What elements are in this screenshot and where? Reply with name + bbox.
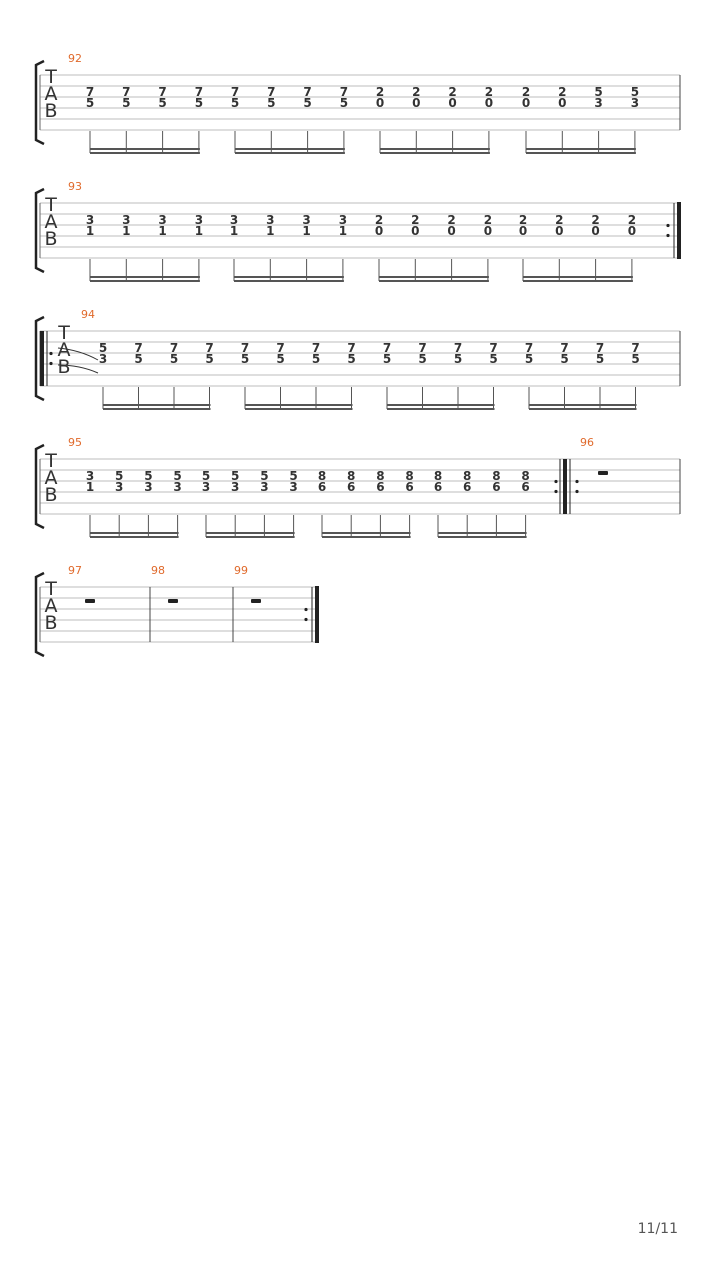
fret-number: 6: [405, 480, 414, 494]
fret-number: 7: [311, 341, 321, 355]
fret-number: 7: [158, 85, 167, 99]
fret-number: 3: [173, 480, 182, 494]
fret-number: 8: [463, 469, 472, 483]
tab-clef-letter: A: [44, 595, 58, 617]
fret-number: 3: [630, 96, 640, 110]
fret-number: 3: [289, 480, 298, 494]
fret-number: 1: [85, 480, 95, 494]
fret-number: 0: [627, 224, 637, 238]
fret-number: 3: [158, 213, 167, 227]
tab-system: [36, 308, 680, 410]
fret-number: 0: [411, 224, 420, 238]
fret-number: 5: [311, 352, 321, 366]
fret-number: 3: [260, 480, 269, 494]
repeat-dot: [554, 480, 557, 483]
fret-number: 0: [558, 96, 567, 110]
fret-number: 7: [595, 341, 605, 355]
fret-number: 7: [230, 85, 240, 99]
beam: [380, 148, 490, 150]
beam: [387, 404, 495, 406]
tab-system: [36, 52, 680, 154]
beam: [322, 536, 411, 538]
beam: [234, 280, 344, 282]
tab-staff: [40, 459, 680, 514]
measure-number: 99: [234, 564, 248, 577]
fret-number: 6: [521, 480, 530, 494]
repeat-dot: [554, 490, 557, 493]
fret-number: 5: [595, 352, 605, 366]
fret-number: 7: [418, 341, 427, 355]
fret-number: 3: [594, 96, 603, 110]
fret-number: 1: [229, 224, 239, 238]
fret-number: 5: [489, 352, 498, 366]
fret-number: 3: [122, 213, 131, 227]
tab-system: [36, 436, 680, 538]
fret-number: 7: [560, 341, 569, 355]
fret-number: 7: [347, 341, 356, 355]
fret-number: 5: [169, 352, 179, 366]
beam: [245, 404, 353, 406]
page-indicator: 11/11: [637, 1221, 678, 1237]
beam: [387, 408, 495, 410]
repeat-end-thick: [315, 586, 319, 643]
fret-number: 5: [240, 352, 250, 366]
fret-number: 2: [521, 85, 531, 99]
fret-number: 1: [194, 224, 204, 238]
fret-number: 0: [483, 224, 493, 238]
fret-number: 7: [631, 341, 640, 355]
fret-number: 6: [433, 480, 443, 494]
beam: [90, 152, 200, 154]
fret-number: 7: [194, 85, 204, 99]
tab-system: [36, 180, 681, 282]
fret-number: 6: [376, 480, 385, 494]
tab-clef-letter: B: [44, 612, 58, 634]
fret-number: 6: [463, 480, 472, 494]
fret-number: 7: [382, 341, 392, 355]
tab-clef-letter: A: [44, 83, 58, 105]
fret-number: 7: [267, 85, 276, 99]
fret-number: 7: [85, 85, 95, 99]
fret-number: 0: [412, 96, 421, 110]
fret-number: 7: [303, 85, 312, 99]
fret-number: 5: [85, 96, 95, 110]
measure-number: 97: [68, 564, 82, 577]
fret-number: 2: [518, 213, 528, 227]
fret-number: 5: [347, 352, 356, 366]
fret-number: 0: [591, 224, 600, 238]
fret-number: 3: [302, 213, 311, 227]
measure-number: 96: [580, 436, 594, 449]
tab-staff: [40, 75, 680, 130]
repeat-dot: [575, 480, 578, 483]
measure-number: 94: [81, 308, 95, 321]
measure-number: 95: [68, 436, 82, 449]
fret-number: 2: [412, 85, 421, 99]
fret-number: 2: [375, 85, 385, 99]
fret-number: 8: [521, 469, 530, 483]
beam: [234, 276, 344, 278]
repeat-dot: [304, 618, 307, 621]
fret-number: 8: [405, 469, 414, 483]
fret-number: 8: [433, 469, 443, 483]
fret-number: 1: [158, 224, 167, 238]
fret-number: 6: [492, 480, 501, 494]
fret-number: 3: [229, 213, 239, 227]
fret-number: 8: [376, 469, 385, 483]
fret-number: 0: [555, 224, 564, 238]
fret-number: 0: [374, 224, 384, 238]
repeat-dot: [49, 362, 52, 365]
fret-number: 5: [339, 96, 349, 110]
beam: [529, 408, 637, 410]
tab-clef-letter: A: [44, 467, 58, 489]
fret-number: 2: [558, 85, 567, 99]
tab-clef-letter: T: [45, 194, 57, 216]
beam: [379, 276, 489, 278]
fret-number: 3: [115, 480, 124, 494]
fret-number: 5: [173, 469, 182, 483]
fret-number: 5: [260, 469, 269, 483]
fret-number: 5: [630, 85, 640, 99]
repeat-dot: [666, 234, 669, 237]
repeat-dot: [49, 352, 52, 355]
fret-number: 5: [560, 352, 569, 366]
beam: [206, 532, 295, 534]
fret-number: 7: [489, 341, 498, 355]
fret-number: 5: [231, 469, 240, 483]
fret-number: 5: [303, 96, 312, 110]
fret-number: 1: [122, 224, 131, 238]
whole-rest: [168, 599, 178, 603]
whole-rest: [251, 599, 261, 603]
beam: [235, 148, 345, 150]
fret-number: 5: [382, 352, 392, 366]
fret-number: 5: [144, 469, 153, 483]
tab-clef-letter: B: [57, 356, 71, 378]
fret-number: 7: [276, 341, 285, 355]
beam: [90, 276, 200, 278]
fret-number: 2: [591, 213, 600, 227]
repeat-end-thick: [677, 202, 681, 259]
beam: [90, 280, 200, 282]
fret-number: 2: [483, 213, 493, 227]
measure-number: 98: [151, 564, 165, 577]
fret-number: 0: [447, 224, 456, 238]
fret-number: 5: [594, 85, 603, 99]
tab-staff: [40, 587, 318, 642]
beam: [103, 408, 211, 410]
fret-number: 3: [266, 213, 275, 227]
fret-number: 2: [411, 213, 420, 227]
beam: [438, 536, 527, 538]
fret-number: 7: [524, 341, 534, 355]
fret-number: 0: [518, 224, 528, 238]
tab-clef-letter: T: [45, 66, 57, 88]
fret-number: 7: [339, 85, 349, 99]
beam: [322, 532, 411, 534]
fret-number: 3: [201, 480, 211, 494]
fret-number: 3: [144, 480, 153, 494]
fret-number: 2: [448, 85, 457, 99]
fret-number: 2: [374, 213, 384, 227]
fret-number: 5: [276, 352, 285, 366]
fret-number: 5: [631, 352, 640, 366]
tab-system: [36, 564, 319, 656]
tab-clef-letter: A: [44, 211, 58, 233]
fret-number: 5: [98, 341, 108, 355]
repeat-dot: [575, 490, 578, 493]
fret-number: 5: [289, 469, 298, 483]
repeat-dot: [666, 224, 669, 227]
repeat-start-thick: [40, 331, 44, 386]
fret-number: 7: [453, 341, 463, 355]
beam: [90, 536, 179, 538]
measure-number: 93: [68, 180, 82, 193]
tab-clef-letter: B: [44, 228, 58, 250]
repeat-thick: [563, 459, 567, 514]
fret-number: 5: [524, 352, 534, 366]
fret-number: 5: [205, 352, 214, 366]
beam: [523, 276, 633, 278]
fret-number: 0: [521, 96, 531, 110]
fret-number: 7: [122, 85, 131, 99]
fret-number: 0: [375, 96, 385, 110]
beam: [90, 148, 200, 150]
beam: [90, 532, 179, 534]
fret-number: 5: [194, 96, 204, 110]
fret-number: 6: [317, 480, 327, 494]
fret-number: 5: [201, 469, 211, 483]
fret-number: 7: [169, 341, 179, 355]
beam: [529, 404, 637, 406]
fret-number: 2: [484, 85, 494, 99]
fret-number: 3: [98, 352, 108, 366]
fret-number: 5: [134, 352, 143, 366]
beam: [379, 280, 489, 282]
beam: [245, 408, 353, 410]
fret-number: 5: [115, 469, 124, 483]
fret-number: 1: [302, 224, 311, 238]
repeat-dot: [304, 608, 307, 611]
fret-number: 5: [418, 352, 427, 366]
fret-number: 2: [627, 213, 637, 227]
fret-number: 5: [158, 96, 167, 110]
tab-clef-letter: B: [44, 484, 58, 506]
tab-staff: [40, 203, 680, 258]
beam: [523, 280, 633, 282]
fret-number: 8: [347, 469, 356, 483]
beam: [235, 152, 345, 154]
whole-rest: [85, 599, 95, 603]
fret-number: 3: [85, 469, 95, 483]
fret-number: 5: [230, 96, 240, 110]
fret-number: 5: [122, 96, 131, 110]
fret-number: 3: [338, 213, 348, 227]
tab-clef-letter: T: [58, 322, 70, 344]
fret-number: 1: [266, 224, 275, 238]
fret-number: 3: [194, 213, 204, 227]
tab-clef-letter: T: [45, 450, 57, 472]
fret-number: 0: [448, 96, 457, 110]
tab-clef-letter: A: [57, 339, 71, 361]
fret-number: 1: [85, 224, 95, 238]
beam: [206, 536, 295, 538]
fret-number: 8: [317, 469, 327, 483]
fret-number: 7: [205, 341, 214, 355]
fret-number: 7: [240, 341, 250, 355]
beam: [438, 532, 527, 534]
tab-clef-letter: B: [44, 100, 58, 122]
whole-rest: [598, 471, 608, 475]
fret-number: 5: [267, 96, 276, 110]
fret-number: 2: [447, 213, 456, 227]
beam: [380, 152, 490, 154]
fret-number: 3: [231, 480, 240, 494]
fret-number: 7: [134, 341, 143, 355]
beam: [526, 148, 636, 150]
fret-number: 0: [484, 96, 494, 110]
tab-clef-letter: T: [45, 578, 57, 600]
fret-number: 1: [338, 224, 348, 238]
fret-number: 2: [555, 213, 564, 227]
beam: [103, 404, 211, 406]
fret-number: 5: [453, 352, 463, 366]
beam: [526, 152, 636, 154]
fret-number: 6: [347, 480, 356, 494]
measure-number: 92: [68, 52, 82, 65]
fret-number: 8: [492, 469, 501, 483]
fret-number: 3: [85, 213, 95, 227]
